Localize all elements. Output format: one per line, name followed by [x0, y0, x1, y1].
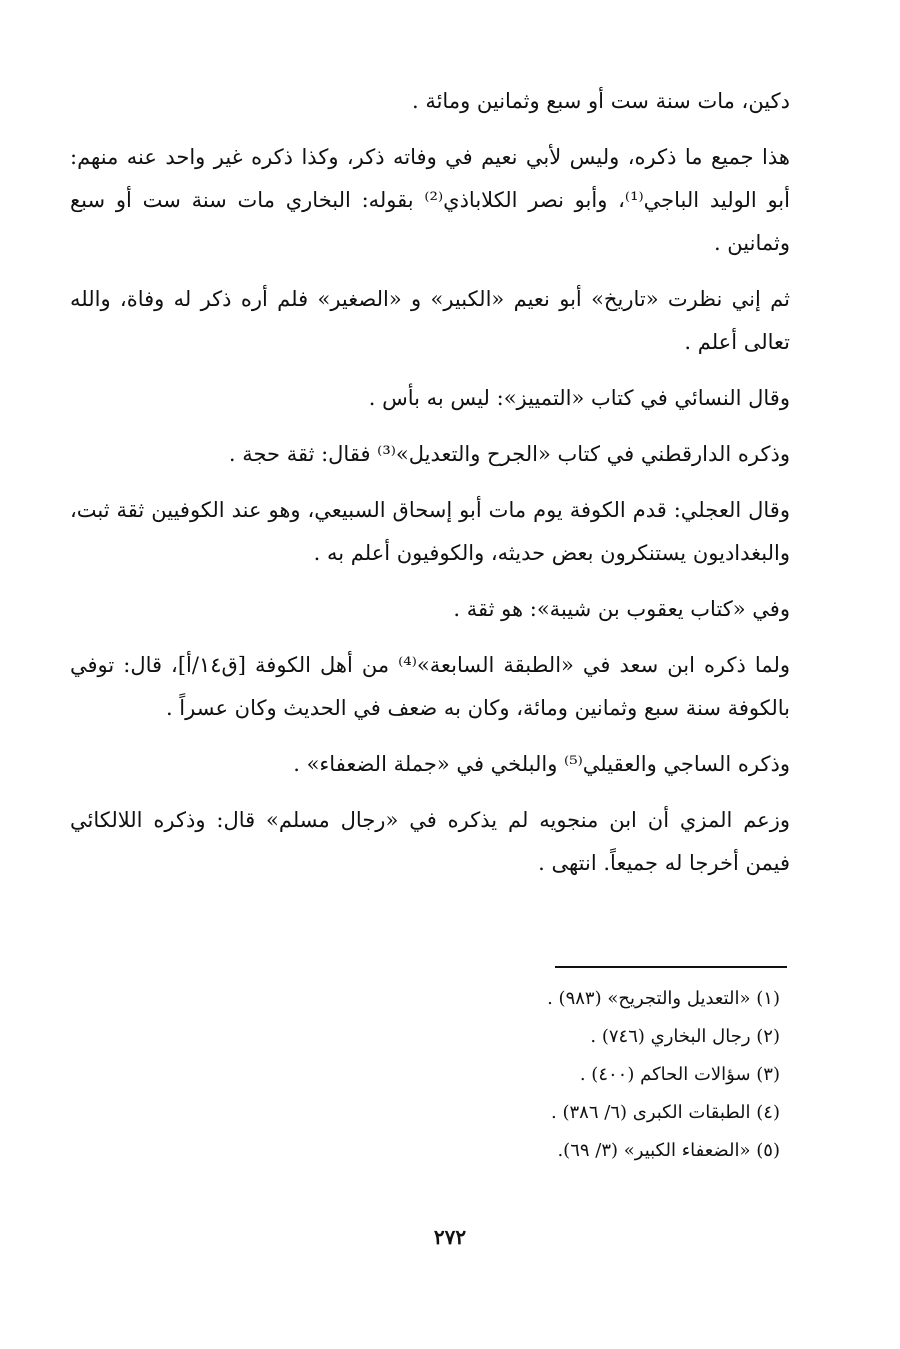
footnote-5: (٥) «الضعفاء الكبير» (٣/ ٦٩).	[557, 1140, 780, 1161]
paragraph-5: وذكره الدارقطني في كتاب «الجرح والتعديل»⁽³⁾ فقال: ثقة حجة .	[228, 442, 790, 466]
paragraph-8: ولما ذكره ابن سعد في «الطبقة السابعة»⁽⁴⁾ من أهل الكوفة [ق١٤/أ]، قال: توفي بالكوفة سنة سبع وثمانين ومائة، وكان به ضعف في الحديث وكان عسراً .	[70, 653, 790, 720]
footnote-1: (١) «التعديل والتجريح» (٩٨٣) .	[547, 988, 780, 1009]
paragraph-6: وقال العجلي: قدم الكوفة يوم مات أبو إسحاق السبيعي، وهو عند الكوفيين ثقة ثبت، والبغداديون يستنكرون بعض حديثه، والكوفيون أعلم به .	[70, 498, 790, 565]
paragraph-3: ثم إني نظرت «تاريخ» أبو نعيم «الكبير» و «الصغير» فلم أره ذكر له وفاة، والله تعالى أعلم .	[70, 287, 790, 354]
page-number: ٢٧٢	[433, 1225, 467, 1249]
paragraph-2: هذا جميع ما ذكره، وليس لأبي نعيم في وفاته ذكر، وكذا ذكره غير واحد عنه منهم: أبو الوليد الباجي⁽¹⁾، وأبو نصر الكلاباذي⁽²⁾ بقوله: البخاري مات سنة ست أو سبع وثمانين .	[70, 145, 790, 255]
paragraph-9: وذكره الساجي والعقيلي⁽⁵⁾ والبلخي في «جملة الضعفاء» .	[293, 752, 790, 776]
footnote-3: (٣) سؤالات الحاكم (٤٠٠) .	[579, 1064, 780, 1085]
paragraph-10: وزعم المزي أن ابن منجويه لم يذكره في «رجال مسلم» قال: وذكره اللالكائي فيمن أخرجا له جميعاً. انتهى .	[70, 808, 790, 875]
paragraph-7: وفي «كتاب يعقوب بن شيبة»: هو ثقة .	[453, 597, 790, 621]
footnote-divider	[555, 966, 787, 968]
footnotes	[70, 980, 780, 1170]
paragraph-1: دكين، مات سنة ست أو سبع وثمانين ومائة .	[411, 89, 790, 113]
main-text	[70, 80, 790, 898]
footnote-2: (٢) رجال البخاري (٧٤٦) .	[590, 1026, 780, 1047]
paragraph-4: وقال النسائي في كتاب «التمييز»: ليس به بأس .	[368, 386, 790, 410]
footnote-4: (٤) الطبقات الكبرى (٦/ ٣٨٦) .	[551, 1102, 780, 1123]
